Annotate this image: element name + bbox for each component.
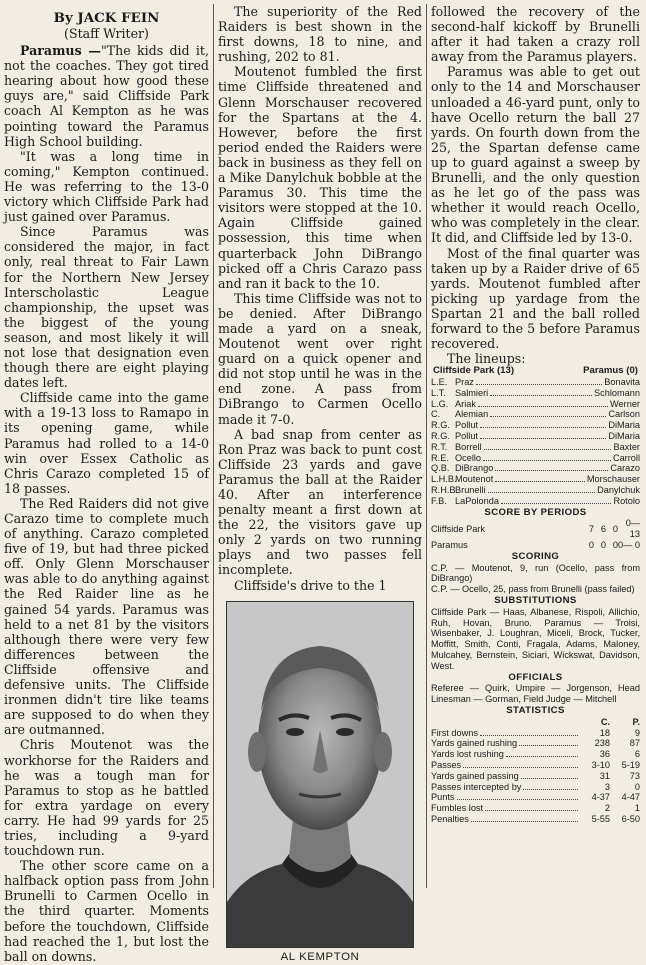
paragraph: The superiority of the Red Raiders is best shown in the first downs, 18 to nine, and rushing, 202 to 81. [218, 4, 422, 65]
stat-paramus: 6 [634, 749, 640, 760]
lineup-position: F.B. [431, 495, 447, 506]
score-team: Paramus [431, 540, 468, 550]
stat-cliffside: 4-37 [591, 792, 610, 803]
lineups-intro: The lineups: [447, 351, 526, 367]
leader-dots [506, 756, 578, 757]
lineup-home-player: Pollut [455, 420, 478, 431]
lineup-position: L.H.B. [431, 474, 457, 485]
stat-row [431, 728, 640, 739]
score-by-periods-table [431, 518, 640, 550]
lineup-position: R.G. [431, 431, 450, 442]
leader-dots [490, 395, 592, 396]
stat-label: Passes intercepted by [431, 781, 522, 792]
lineup-away-player: Carazo [610, 463, 640, 474]
lineup-home-player: DiBrango [455, 463, 494, 474]
lineup-position: L.G. [431, 398, 449, 409]
leader-dots [480, 438, 606, 439]
stat-paramus: 5-19 [621, 759, 640, 770]
paragraph: Paramus —"The kids did it, not the coaches. They got tired hearing about how good these guys are," said Cliffside Park coach Al Kempton as he was pointing toward the Paramus High School building. [4, 43, 209, 149]
byline-role: (Staff Writer) [64, 26, 149, 41]
leader-dots [501, 503, 612, 504]
stat-col-header: C. [600, 716, 610, 727]
stat-label: Yards gained passing [431, 770, 519, 781]
paragraph: Since Paramus was considered the major, in fact only, real threat to Fair Lawn for the Northern New Jersey Interscholastic League championship, the upset was the biggest of the young season, and most likely it will not lose that designation even though there are eight playing dates left. [4, 224, 209, 391]
lineup-row [431, 388, 640, 399]
stat-cliffside: 31 [599, 770, 610, 781]
stat-cliffside: 5-55 [591, 813, 610, 824]
stat-cliffside: 2 [604, 803, 610, 814]
substitutions-title: SUBSTITUTIONS [494, 594, 577, 606]
lineup-away-player: Morschauser [586, 474, 640, 485]
statistics-rows [431, 728, 640, 825]
paragraph: Paramus was able to get out only to the 14 and Morschauser unloaded a 46-yard punt, only to have Ocello return the ball 27 yards. On fourth down from the 25, the Spartan defense came up to guard against a sweep by Brunelli, and the only question as he let go of the pass was whether it would reach Ocello, who was completely in the clear. It did, and Cliffside led by 13-0. [431, 64, 640, 246]
leader-dots [495, 481, 585, 482]
lineup-row [431, 431, 640, 442]
leader-dots [519, 745, 578, 746]
leader-dots [478, 406, 608, 407]
lineup-away-player: Schlomann [594, 387, 640, 398]
leader-dots [495, 470, 608, 471]
stat-cliffside: 238 [594, 738, 610, 749]
lineup-position: L.E. [431, 377, 448, 388]
paragraph: followed the recovery of the second-half kickoff by Brunelli after it had taken a crazy roll away from the Paramus players. [431, 4, 640, 65]
away-team-header: Paramus (0) [583, 365, 638, 377]
paragraph: A bad snap from center as Ron Praz was back to punt cost Cliffside 23 yards and gave Paramus the ball at the Raider 40. After an interference penalty meant a first down at the 22, the visitors gave up only 2 yards on two running plays and two passes fell incomplete. [218, 426, 422, 578]
lineup-home-player: Salmieri [455, 387, 489, 398]
lineup-rows [431, 377, 640, 507]
scoring-title: SCORING [511, 550, 560, 562]
paragraph: Moutenot fumbled the first time Cliffside threatened and Glenn Morschauser recovered for the Spartans at the 4. However, before the first period ended the Raiders were back in business as they fell on a Mike Danylchuk bobble at the Paramus 30. This time the visitors were stopped at the 10. Again Cliffside gained possession, this time when quarterback John DiBrango picked off a Chris Carazo pass and ran it back to the 10. [218, 64, 422, 291]
lineup-row [431, 409, 640, 420]
stat-label: Yards gained rushing [431, 738, 518, 749]
leader-dots [523, 789, 578, 790]
lineup-away-player: Werner [610, 398, 640, 409]
stat-label: Fumbles lost [431, 803, 484, 814]
score-row [431, 540, 640, 551]
stat-label: First downs [431, 727, 478, 738]
stat-row [431, 749, 640, 760]
score-by-periods-title: SCORE BY PERIODS [484, 506, 587, 518]
lineup-row [431, 485, 640, 496]
lineup-row [431, 453, 640, 464]
leader-dots [490, 416, 606, 417]
coach-photo [226, 601, 414, 948]
lineup-home-player: Ariak [455, 398, 476, 409]
lineup-row [431, 496, 640, 507]
score-team: Cliffside Park [431, 523, 485, 534]
leader-dots [476, 384, 602, 385]
lineup-position: C. [431, 409, 441, 420]
stat-row [431, 738, 640, 749]
stat-row [431, 782, 640, 793]
lineup-home-player: LaPolonda [455, 495, 499, 506]
stat-cliffside: 36 [599, 749, 610, 760]
officials-text: Referee — Quirk, Umpire — Jorgenson, Head Linesman — Gorman, Field Judge — Mitchell [431, 683, 640, 705]
score-period: 6 [600, 523, 606, 534]
lineup-away-player: Danylchuk [597, 485, 640, 496]
lineup-away-player: Baxter [613, 441, 640, 452]
stat-row [431, 814, 640, 825]
portrait-icon [227, 602, 413, 947]
leader-dots [521, 778, 578, 779]
lineups-header [431, 366, 640, 377]
leader-dots [457, 799, 579, 800]
paragraph: Chris Moutenot was the workhorse for the Raiders and he was a tough man for Paramus to stop as he battled for extra yardage on every carry. He had 99 yards for 25 tries, including a 9-yard touchdown run. [4, 737, 209, 859]
stat-cliffside: 3 [604, 781, 610, 792]
leader-dots [483, 460, 611, 461]
leader-dots [488, 492, 595, 493]
score-total: 0— 0 [618, 540, 640, 550]
lineup-row [431, 463, 640, 474]
article-column-2 [218, 4, 422, 963]
lineup-position: R.H.B. [431, 485, 459, 496]
scoring-line: C.P. — Ocello, 25, pass from Brunelli (pass failed) [431, 584, 635, 595]
lineup-row [431, 377, 640, 388]
stat-row [431, 803, 640, 814]
lineup-home-player: Pollut [455, 431, 478, 442]
lineup-position: L.T. [431, 387, 446, 398]
column-rule [426, 4, 427, 888]
lineup-away-player: Rotolo [613, 495, 640, 506]
lineup-home-player: Moutenot [455, 474, 494, 485]
lineup-position: R.G. [431, 420, 450, 431]
lineup-home-player: Borrell [455, 441, 482, 452]
lineup-row [431, 442, 640, 453]
score-period: 7 [588, 523, 594, 534]
leader-dots [485, 810, 578, 811]
lineup-away-player: Carroll [612, 452, 640, 463]
lineup-row [431, 399, 640, 410]
lineup-position: R.E. [431, 452, 449, 463]
paragraph: "It was a long time in coming," Kempton continued. He was referring to the 13-0 victory which Cliffside Park had just gained over Paramus. [4, 148, 209, 225]
stat-col-header: P. [632, 716, 640, 727]
lineup-away-player: Bonavita [604, 377, 640, 388]
paragraph: Cliffside came into the game with a 19-13 loss to Ramapo in its opening game, while Paramus had rolled to a 14-0 win over Essex Catholic as Chris Carazo completed 15 of 18 passes. [4, 390, 209, 496]
score-period: 0 [612, 523, 618, 534]
stat-paramus: 1 [634, 803, 640, 814]
photo-caption: AL KEMPTON [280, 950, 360, 963]
lineup-away-player: DiMaria [608, 420, 640, 431]
lineup-home-player: Brunelli [455, 485, 486, 496]
stat-cliffside: 3-10 [591, 759, 610, 770]
lineup-away-player: Carlson [608, 409, 640, 420]
stat-row [431, 792, 640, 803]
leader-dots [484, 449, 612, 450]
leader-dots [471, 821, 578, 822]
score-period: 0 [600, 540, 606, 550]
article-column-1 [4, 4, 209, 964]
stat-paramus: 4-47 [621, 792, 640, 803]
substitutions-text: Cliffside Park — Haas, Albanese, Rispoli, Allichio, Ruh, Hovan, Bruno. Paramus — Troisi, Wisenbaker, J. Loughran, Miceli, Brock, Tucker, Moffitt, Smith, Conti, Fragala, Adams, Maloney, Mulcahey, Bernstein, Siciari, Wickswat, Davidson, West. [431, 606, 640, 671]
paragraph: The Red Raiders did not give Carazo time to complete much of anything. Carazo completed five of 19, but had three picked off. Only Glenn Morschauser was able to do anything against the Red Raider line as he gained 54 yards. Paramus was held to a net 81 by the visitors although there were very few differences between the Cliffside offensive and defensive units. The Cliffside ironmen didn't tire like teams are supposed to do when they are outmanned. [4, 495, 209, 738]
stat-label: Yards lost rushing [431, 749, 504, 760]
officials-title: OFFICIALS [508, 671, 563, 683]
score-total: 0—13 [625, 518, 640, 540]
lineups-box [431, 366, 640, 824]
stat-cliffside: 18 [599, 727, 610, 738]
paragraph: Cliffside's drive to the 1 [234, 577, 387, 593]
stat-row [431, 771, 640, 782]
scoring-line: C.P. — Moutenot, 9, run (Ocello, pass from DiBrango) [431, 562, 640, 584]
stat-paramus: 73 [629, 770, 640, 781]
score-row [431, 518, 640, 540]
score-period: 0 [588, 540, 594, 550]
byline-name: By JACK FEIN [53, 10, 160, 26]
stat-paramus: 0 [634, 781, 640, 792]
stat-paramus: 9 [634, 727, 640, 738]
paragraph: This time Cliffside was not to be denied. After DiBrango made a yard on a sneak, Moutenot went over right guard on a quick opener and did not stop until he was in the end zone. A pass from DiBrango to Carmen Ocello made it 7-0. [218, 290, 422, 427]
score-period: 0 [612, 540, 618, 550]
leader-dots [480, 427, 606, 428]
column-rule [213, 4, 214, 888]
stat-paramus: 6-50 [621, 813, 640, 824]
dateline: Paramus — [20, 43, 101, 59]
lineup-row [431, 474, 640, 485]
leader-dots [463, 767, 578, 768]
statistics-title: STATISTICS [506, 704, 565, 716]
statistics-header [431, 717, 640, 728]
leader-dots [480, 735, 578, 736]
home-team-header: Cliffside Park (13) [433, 365, 515, 377]
stat-label: Passes [431, 759, 462, 770]
lineup-row [431, 420, 640, 431]
lineup-position: Q.B. [431, 463, 450, 474]
paragraph: The other score came on a halfback option pass from John Brunelli to Carmen Ocello in the third quarter. Moments before the touchdown, Cliffside had reached the 1, but lost the ball on downs. [4, 858, 209, 964]
stat-paramus: 87 [629, 738, 640, 749]
lineup-away-player: DiMaria [608, 431, 640, 442]
lineup-home-player: Praz [455, 377, 474, 388]
stat-label: Punts [431, 792, 455, 803]
lineup-position: R.T. [431, 441, 448, 452]
paragraph: Most of the final quarter was taken up by a Raider drive of 65 yards. Moutenot fumbled after picking up yardage from the Spartan 21 and the ball rolled forward to the 5 before Paramus recovered. [431, 245, 640, 352]
lineup-home-player: Alemian [455, 409, 489, 420]
stat-label: Penalties [431, 813, 469, 824]
article-column-3 [431, 4, 640, 888]
lineup-home-player: Ocello [455, 452, 482, 463]
stat-row [431, 760, 640, 771]
